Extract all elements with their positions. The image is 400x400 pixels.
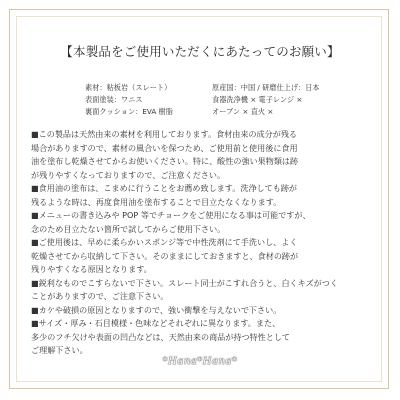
body-line: ■ご使用後は、早めに柔らかいスポンジ等で中性洗剤にて手洗いし、よく — [31, 237, 298, 247]
spec-coating: 表面塗装：ワニス — [85, 95, 143, 104]
body-line: が残りやすくなっておりますので、ご注意ください。 — [31, 169, 226, 180]
spec-material: 素材：粘板岩（スレート） — [85, 83, 172, 92]
body-line: ■サイズ・厚み・石目模様・色味などそれぞれに異なります。また、 — [31, 318, 281, 328]
body-line: ■鋭利なものでこすらないで下さい。スレート同士がこすれ合うと、白くキズがつく — [31, 277, 338, 288]
body-line: 乾燥させてから収納して下さい。そのままにしておきますと、食材の跡が — [31, 250, 299, 261]
spec-dishwasher-microwave: 食器洗浄機 × 電子レンジ × — [212, 95, 303, 104]
spec-cushion: 裏面クッション：EVA 樹脂 — [85, 107, 173, 116]
body-line: 油を塗布し乾燥させてからお使いください。特に、酸性の強い果物類は跡 — [31, 156, 299, 166]
body-line: 残るような時は、再度食用油を塗布することで目立たなくなります。 — [31, 196, 282, 207]
body-line: ことがありますので、ご注意下さい。 — [31, 291, 169, 301]
body-line: 残りやすくなる原因となります。 — [31, 264, 152, 274]
body-line: ご理解下さい。 — [31, 345, 88, 355]
body-line: ■メニューの書き込みや POP 等でチョークをご使用になる事は可能ですが、 — [31, 210, 311, 220]
specs-right — [212, 82, 320, 118]
spec-origin: 原産国：中国 / 研磨仕上げ：日本 — [212, 83, 320, 92]
page-title: 【本製品をご使用いただくにあたってのお願い】 — [60, 44, 340, 59]
body-line: ■食用油の塗布は、こまめに行うことをお薦め致します。洗浄しても跡が — [31, 183, 298, 193]
body-line: ■この製品は天然由来の素材を利用しております。食材由来の成分が残る — [31, 129, 298, 139]
body-line: 多少のフチ欠けや表面の凹凸などは、天然由来の商品が持つ特性として — [31, 331, 291, 342]
specs-left — [85, 82, 173, 118]
spec-oven-fire: オーブン × 直火 × — [212, 107, 274, 116]
brand-logo-text: *Hana*Hana* — [162, 356, 238, 367]
body-line: 場合がありますので、素材の風合いを保つため、ご使用前と使用後に食用 — [31, 142, 298, 153]
body-line: ■カケや破損の原因となりますので、強い衝撃を与えないで下さい。 — [31, 304, 282, 315]
notice-body — [31, 128, 376, 358]
body-line: 念のため目立たない箇所で試してからご使用下さい。 — [31, 223, 226, 234]
